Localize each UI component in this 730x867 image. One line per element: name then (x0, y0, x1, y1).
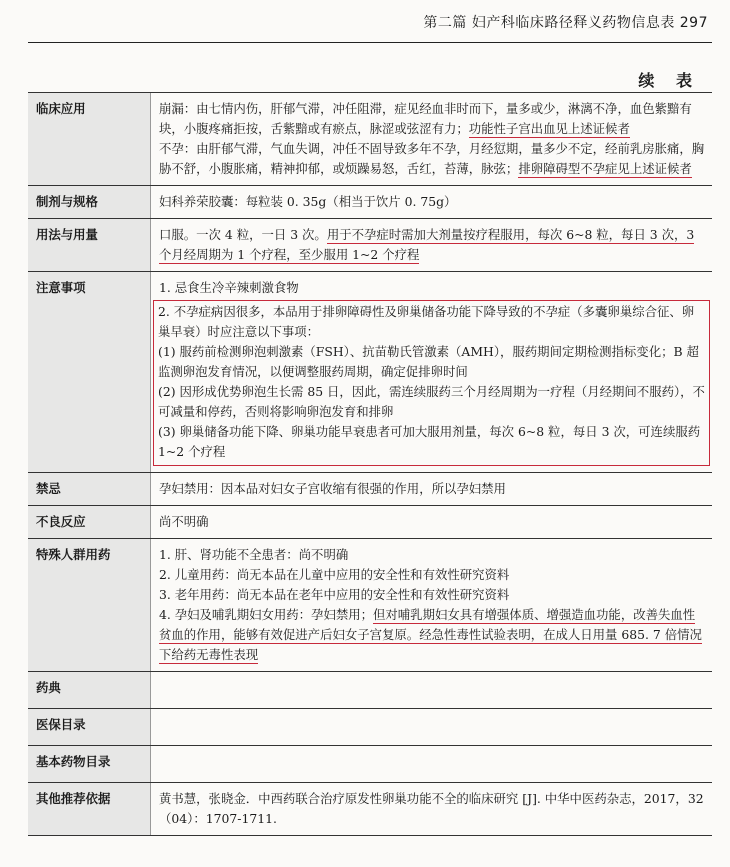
special-item-3: 3. 老年用药：尚无本品在老年中应用的安全性和有效性研究资料 (159, 587, 510, 602)
precaution-sub-1: (1) 服药前检测卵泡刺激素（FSH）、抗苗勒氏管激素（AMH），服药期间定期检测指标变化；B 超监测卵泡发育情况，以便调整服药周期，确定促排卵时间 (158, 344, 699, 379)
content-essential (151, 746, 713, 783)
clinical-use-p1: 崩漏：由七情内伤，肝郁气滞，冲任阻滞，症见经血非时而下，量多或少，淋漓不净，血色紫黯有块，小腹疼痛拒按，舌紫黯或有瘀点，脉涩或弦涩有力； (159, 101, 692, 136)
header-title: 第二篇 妇产科临床路径释义药物信息表 297 (423, 15, 708, 31)
header-rule (28, 42, 712, 43)
content-dosage (151, 219, 713, 272)
row-references (28, 783, 712, 836)
precaution-highlight-box (153, 300, 710, 466)
content-contraindication: 孕妇禁用：因本品对妇女子宫收缩有很强的作用，所以孕妇禁用 (151, 473, 713, 506)
content-adverse: 尚不明确 (151, 506, 713, 539)
label-essential: 基本药物目录 (28, 746, 151, 783)
precaution-sub-2: (2) 因形成优势卵泡生长需 85 日，因此，需连续服药三个月经周期为一疗程（月经期间不服药），不可减量和停药，否则将影响卵泡发育和排卵 (158, 384, 705, 419)
label-adverse: 不良反应 (28, 506, 151, 539)
content-insurance (151, 709, 713, 746)
row-dosage (28, 219, 712, 272)
continued-label: 续 表 (638, 71, 700, 90)
label-special-populations: 特殊人群用药 (28, 539, 151, 672)
dosage-underlined: 用于不孕症时需加大剂量按疗程服用，每次 6~8 粒，每日 3 次，3 个月经周期为 1 个疗程，至少服用 1~2 个疗程 (159, 227, 695, 262)
special-item-4: 4. 孕妇及哺乳期妇女用药：孕妇禁用； (159, 607, 374, 622)
clinical-use-p1-underlined: 功能性子宫出血见上述证候者 (468, 121, 630, 136)
row-insurance (28, 709, 712, 746)
row-precautions (28, 272, 712, 473)
content-precautions (151, 272, 713, 473)
label-contraindication: 禁忌 (28, 473, 151, 506)
label-pharmacopoeia: 药典 (28, 672, 151, 709)
precaution-item-1: 1. 忌食生冷辛辣刺激食物 (159, 280, 299, 295)
special-item-1: 1. 肝、肾功能不全患者：尚不明确 (159, 547, 349, 562)
row-adverse (28, 506, 712, 539)
row-essential (28, 746, 712, 783)
row-special-populations (28, 539, 712, 672)
label-precautions: 注意事项 (28, 272, 151, 473)
row-formulation (28, 186, 712, 219)
label-insurance: 医保目录 (28, 709, 151, 746)
row-contraindication (28, 473, 712, 506)
row-clinical-use (28, 93, 712, 186)
content-references: 黄书慧，张晓金．中西药联合治疗原发性卵巢功能不全的临床研究 [J]. 中华中医药杂志，2017，32（04）：1707-1711. (151, 783, 713, 836)
label-dosage: 用法与用量 (28, 219, 151, 272)
clinical-use-p2-underlined: 排卵障碍型不孕症见上述证候者 (518, 161, 692, 176)
precaution-sub-3: (3) 卵巢储备功能下降、卵巢功能早衰患者可加大服用剂量，每次 6~8 粒，每日 3 次，可连续服药 1~2 个疗程 (158, 424, 701, 459)
precaution-item-2: 2. 不孕症病因很多，本品用于排卵障碍性及卵巢储备功能下降导致的不孕症（多囊卵巢综合征、卵巢早衰）时应注意以下事项： (158, 304, 695, 339)
content-special-populations (151, 539, 713, 672)
content-clinical-use (151, 93, 713, 186)
page-header (0, 0, 730, 40)
special-item-4-underlined: 但对哺乳期妇女具有增强体质、增强造血功能，改善失血性贫血的作用，能够有效促进产后妇女子宫复原。经急性毒性试验表明，在成人日用量 685. 7 倍情况下给药无毒性表现 (159, 607, 702, 662)
label-clinical-use: 临床应用 (28, 93, 151, 186)
label-references: 其他推荐依据 (28, 783, 151, 836)
special-item-2: 2. 儿童用药：尚无本品在儿童中应用的安全性和有效性研究资料 (159, 567, 510, 582)
label-formulation: 制剂与规格 (28, 186, 151, 219)
content-pharmacopoeia (151, 672, 713, 709)
row-pharmacopoeia (28, 672, 712, 709)
drug-info-table (28, 92, 712, 836)
content-formulation: 妇科养荣胶囊：每粒装 0. 35g（相当于饮片 0. 75g） (151, 186, 713, 219)
dosage-plain: 口服。一次 4 粒，一日 3 次。 (159, 227, 327, 242)
clinical-use-p2: 不孕：由肝郁气滞，气血失调，冲任不固导致多年不孕，月经愆期，量多少不定，经前乳房胀痛，胸胁不舒，小腹胀痛，精神抑郁，或烦躁易怒，舌红，苔薄，脉弦； (159, 141, 705, 176)
